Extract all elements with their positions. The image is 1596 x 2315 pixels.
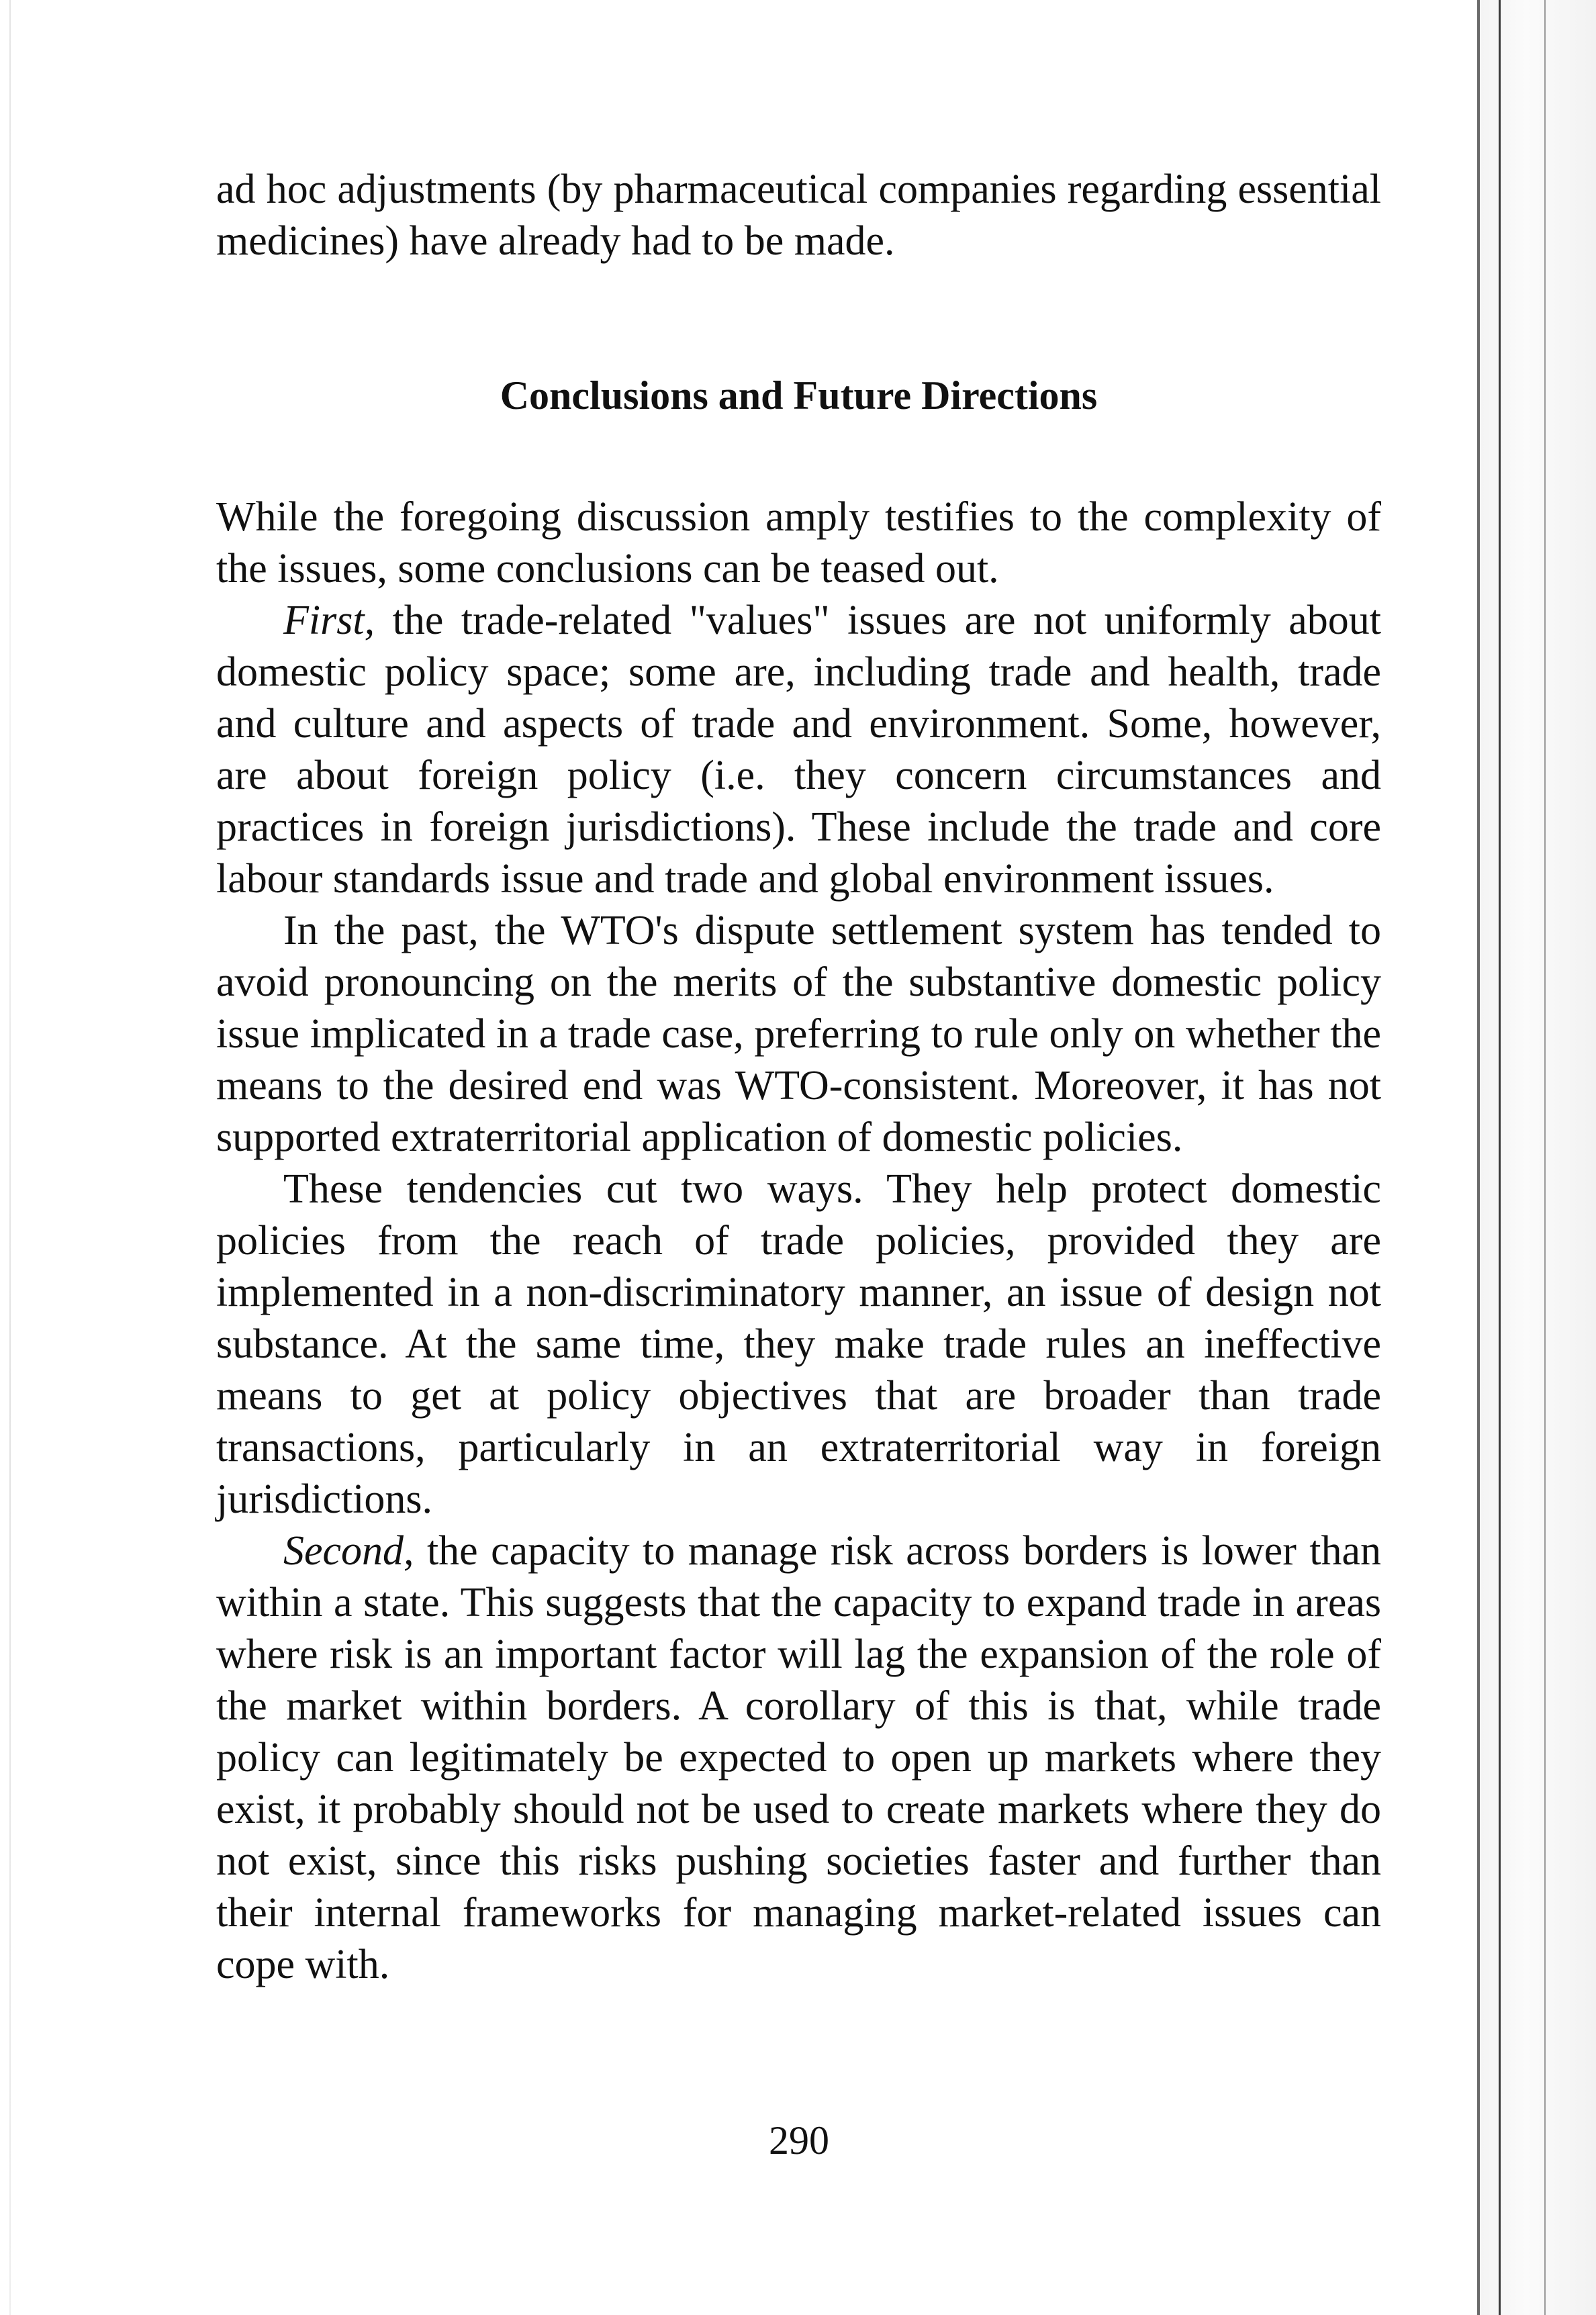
body-text (216, 164, 1381, 1991)
paragraph (216, 905, 1381, 1164)
paragraph (216, 595, 1381, 905)
page-number: 290 (769, 2118, 829, 2163)
scan-left-edge (9, 0, 11, 2315)
paragraph (216, 1164, 1381, 1525)
paragraph-lead: Second, (283, 1528, 414, 1574)
scan-binding-line (1544, 0, 1546, 2315)
paragraph (216, 491, 1381, 595)
section-heading: Conclusions and Future Directions (500, 373, 1098, 418)
paragraph-text: the capacity to manage risk across borders is lower than within a state. This suggests that the capacity to expand trade in areas where risk is an important factor will lag the expansion of the role of the market within borders. A corollary of this is that, while trade policy can legitimately be expected to open up markets where they exist, it probably should not be used to create markets where they do not exist, since this risks pushing societies faster and further than their internal frameworks for managing market-related issues can cope with. (216, 1528, 1381, 1987)
opening-paragraph: ad hoc adjustments (by pharmaceutical companies regarding essential medicines) have already had to be made. (216, 167, 1381, 264)
paragraph-text: In the past, the WTO's dispute settlement system has tended to avoid pronouncing on the merits of the substantive domestic policy issue implicated in a trade case, preferring to rule only on whether the means to the desired end was WTO-consistent. Moreover, it has not supported extraterritorial application of domestic policies. (216, 908, 1381, 1160)
scan-binding-line (1499, 0, 1501, 2315)
paragraph (216, 1525, 1381, 1991)
paragraph-text: the trade-related "values" issues are not uniformly about domestic policy space; some are, including trade and health, trade and culture and aspects of trade and environment. Some, however, are about foreign policy (i.e. they concern circumstances and practices in foreign jurisdictions). These include the trade and core labour standards issue and trade and global environment issues. (216, 598, 1381, 902)
scan-right-margin-shade (1480, 0, 1596, 2315)
paragraph-text: While the foregoing discussion amply testifies to the complexity of the issues, some conclusions can be teased out. (216, 494, 1381, 592)
paragraph-lead: First, (283, 598, 375, 643)
paragraph-text: These tendencies cut two ways. They help protect domestic policies from the reach of trade policies, provided they are implemented in a non-discriminatory manner, an issue of design not substance. At the same time, they make trade rules an ineffective means to get at policy objectives that are broader than trade transactions, particularly in an extraterritorial way in foreign jurisdictions. (216, 1166, 1381, 1522)
scan-binding-line (1477, 0, 1480, 2315)
